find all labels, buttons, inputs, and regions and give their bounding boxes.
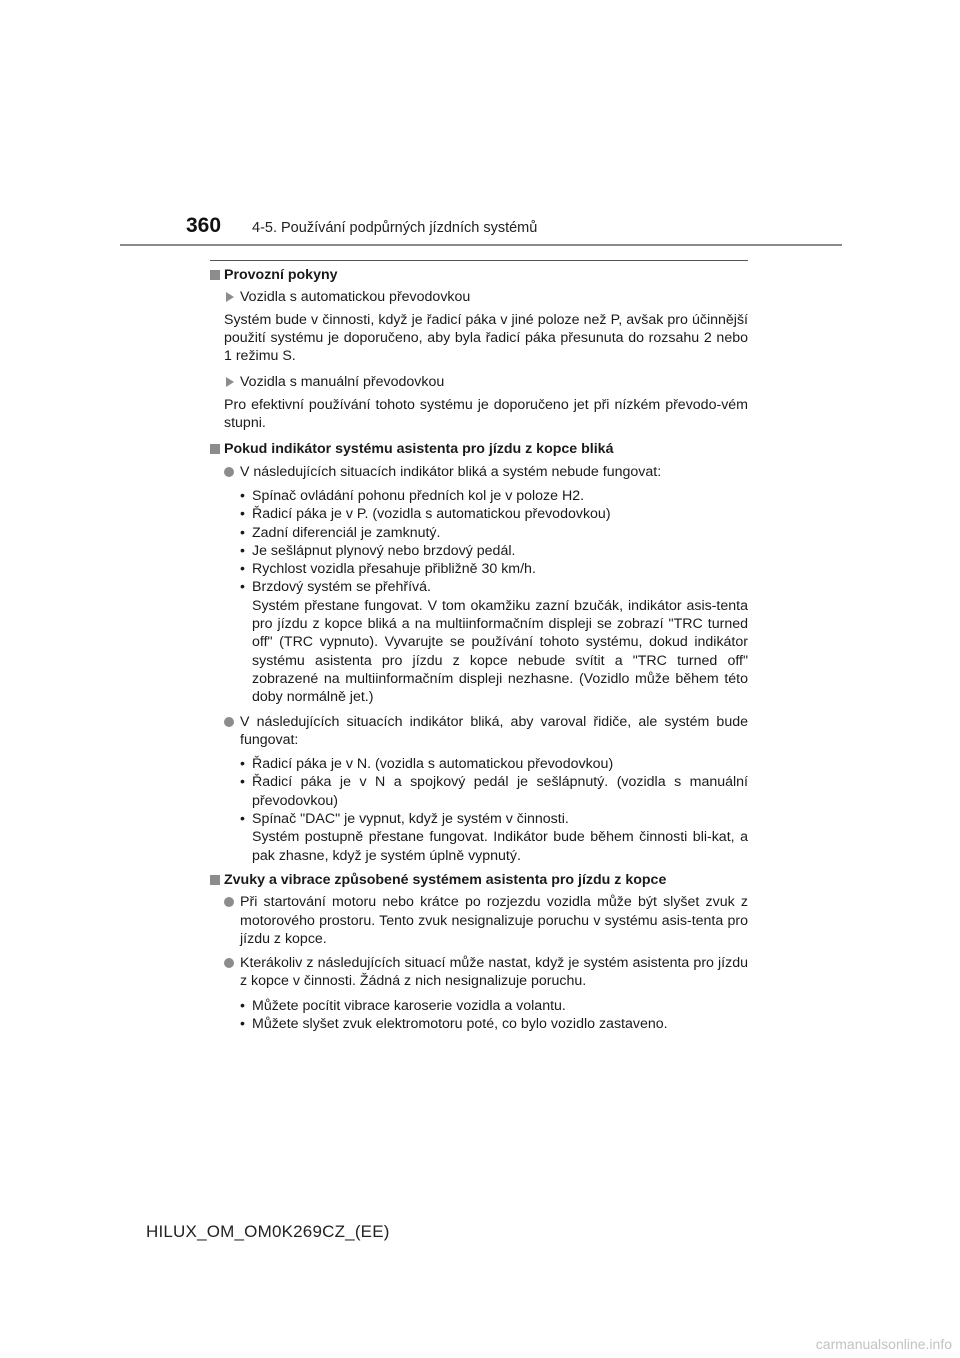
subheading-text: Vozidla s manuální převodovkou [240,374,445,391]
bullet-item: • Můžete pocítit vibrace karoserie vozidla a volantu. [240,997,566,1014]
document-code: HILUX_OM_OM0K269CZ_(EE) [146,1222,390,1241]
bullet-item: • Můžete slyšet zvuk elektromotoru poté, co bylo vozidlo zastaveno. [240,1015,668,1032]
list-item-text: V následujících situacích indikátor bliká a systém nebude fungovat: [240,463,662,480]
bullet-item: • Brzdový systém se přehřívá. Systém přestane fungovat. V tom okamžiku zazní bzučák, indikátor asis-tenta pro jízdu z kopce bliká a na multiinformačním displeji se zobrazí "TRC turned off" (TRC vypnuto). Vyvarujte se používání tohoto systému, dokud indikátor systému asistenta pro jízdu z kopce nebude svítit a "TRC turned off" zobrazené na multiinformačním displeji nezhasne. (Vozidlo může během této doby normálně jet.) [240,579,748,706]
square-bullet-icon [210,444,220,454]
bullet-list [210,487,748,707]
square-bullet-icon [210,875,220,885]
header-divider [120,244,842,246]
circle-list-item [210,463,748,481]
page-number: 360 [186,214,222,237]
section-title: 4-5. Používání podpůrných jízdních systémů [252,220,538,236]
subheading [210,288,748,306]
subheading-text: Vozidla s automatickou převodovkou [240,289,471,306]
paragraph: Pro efektivní používání tohoto systému je doporučeno jet při nízkém převodo-vém stupni. [224,396,748,432]
list-item-text: Při startování motoru nebo krátce po rozjezdu vozidla může být slyšet zvuk z motorového prostoru. Tento zvuk nesignalizuje poruchu v systému asis-tenta pro jízdu z kopce. [240,894,748,947]
section-heading [210,266,748,284]
content-divider [210,260,748,261]
bullet-item: • Řadicí páka je v N a spojkový pedál je sešlápnutý. (vozidla s manuální převodovkou) [240,774,748,809]
circle-bullet-icon [224,467,234,477]
section-operating-instructions [210,266,748,432]
section-indicator-flashing [210,440,748,865]
bullet-list [210,997,748,1034]
bullet-item: • Řadicí páka je v P. (vozidla s automatickou převodovkou) [240,506,611,523]
section-heading-text: Pokud indikátor systému asistenta pro jízdu z kopce bliká [224,441,614,458]
bullet-note: Systém přestane fungovat. V tom okamžiku zazní bzučák, indikátor asis-tenta pro jízdu z kopce bliká a na multiinformačním displeji se zobrazí "TRC turned off" (TRC vypnuto). Vyvarujte se používání tohoto systému, dokud indikátor systému asistenta pro jízdu z kopce nebude svítit a "TRC turned off" zobrazené na multiinformačním displeji nezhasne. (Vozidlo může během této doby normálně jet.) [252,597,748,706]
triangle-bullet-icon [226,377,234,387]
subheading [210,373,748,391]
circle-list-item [210,713,748,750]
section-heading-text: Provozní pokyny [224,267,338,283]
section-heading [210,871,748,889]
bullet-note: Systém postupně přestane fungovat. Indikátor bude během činnosti bli-kat, a pak zhasne, když je systém úplně vypnutý. [252,829,748,864]
bullet-item: • Zadní diferenciál je zamknutý. [240,524,441,541]
triangle-bullet-icon [226,292,234,302]
square-bullet-icon [210,270,220,280]
circle-list-item [210,893,748,948]
circle-bullet-icon [224,897,234,907]
page-content [210,266,748,1039]
list-item-text: Kterákoliv z následujících situací může nastat, když je systém asistenta pro jízdu z kopce v činnosti. Žádná z nich nesignalizuje poruchu. [240,955,748,990]
watermark: carmanualsonline.info [815,1336,952,1352]
section-heading-text: Zvuky a vibrace způsobené systémem asistenta pro jízdu z kopce [224,871,667,888]
section-sounds-vibrations [210,871,748,1033]
section-heading [210,440,748,458]
bullet-item: • Rychlost vozidla přesahuje přibližně 30 km/h. [240,561,536,578]
circle-bullet-icon [224,958,234,968]
paragraph: Systém bude v činnosti, když je řadicí páka v jiné poloze než P, avšak pro účinnější použití systému je doporučeno, aby byla řadicí páka přesunuta do rozsahu 2 nebo 1 režimu S. [224,311,748,365]
list-item-text: V následujících situacích indikátor bliká, aby varoval řidiče, ale systém bude fungovat: [240,713,748,748]
bullet-item: • Řadicí páka je v N. (vozidla s automatickou převodovkou) [240,756,614,773]
bullet-item: • Spínač "DAC" je vypnut, když je systém v činnosti. Systém postupně přestane fungovat. Indikátor bude během činnosti bli-kat, a pak zhasne, když je systém úplně vypnutý. [240,811,748,864]
bullet-list [210,755,748,865]
circle-list-item [210,954,748,991]
circle-bullet-icon [224,717,234,727]
bullet-item: • Spínač ovládání pohonu předních kol je v poloze H2. [240,487,585,504]
bullet-item: • Je sešlápnut plynový nebo brzdový pedál. [240,542,516,559]
